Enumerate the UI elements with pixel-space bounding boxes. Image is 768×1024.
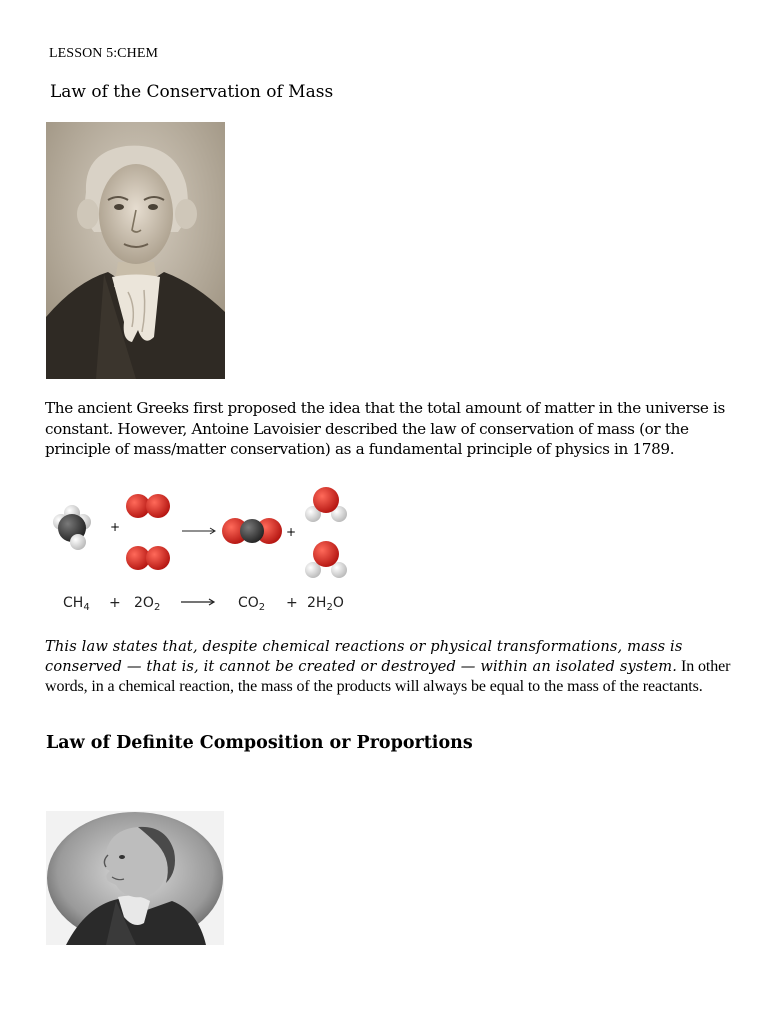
combustion-reaction-diagram bbox=[48, 478, 368, 618]
equation-arrow-icon bbox=[181, 599, 214, 605]
law-statement-paragraph bbox=[45, 637, 735, 697]
intro-paragraph: The ancient Greeks first proposed the idea that the total amount of matter in the universe is constant. However, Antoine Lavoisier described the law of conservation of mass (or the principle of mass/matter conservation) as a fundamental principle of physics in 1789. bbox=[45, 399, 725, 458]
section-title-conservation-of-mass: Law of the Conservation of Mass bbox=[50, 82, 334, 102]
proust-portrait bbox=[46, 811, 224, 945]
law-statement-rest: In other words, in a chemical reaction, the mass of the products will always be equal to the mass of the reactants. bbox=[45, 658, 731, 695]
reaction-plus-2: + bbox=[286, 525, 297, 539]
lavoisier-portrait bbox=[46, 122, 225, 379]
reaction-plus-1: + bbox=[110, 520, 121, 534]
equation-product-co2: $CO_2$ bbox=[238, 595, 266, 613]
methane-molecule bbox=[53, 505, 91, 550]
equation-plus-1: + bbox=[109, 595, 121, 611]
equation-reactant-oxygen: $2O_2$ bbox=[134, 595, 161, 613]
equation-product-water: $2H_2O$ bbox=[307, 595, 344, 613]
water-molecule-top bbox=[305, 487, 347, 522]
water-molecule-bottom bbox=[305, 541, 347, 578]
carbon-dioxide-molecule bbox=[222, 518, 282, 544]
reaction-arrow-icon bbox=[182, 528, 215, 534]
law-statement-italic: This law states that, despite chemical reactions or physical transformations, mass is conserved — that is, it cannot be created or destroyed — within an isolated system. bbox=[45, 638, 683, 675]
equation-reactant-methane: $CH_4$ bbox=[63, 595, 90, 613]
lesson-label: LESSON 5:CHEM bbox=[49, 46, 159, 61]
equation-plus-2: + bbox=[286, 595, 298, 611]
section-title-definite-composition: Law of Definite Composition or Proportions bbox=[46, 733, 473, 753]
oxygen-molecule-top bbox=[126, 494, 170, 518]
oxygen-molecule-bottom bbox=[126, 546, 170, 570]
